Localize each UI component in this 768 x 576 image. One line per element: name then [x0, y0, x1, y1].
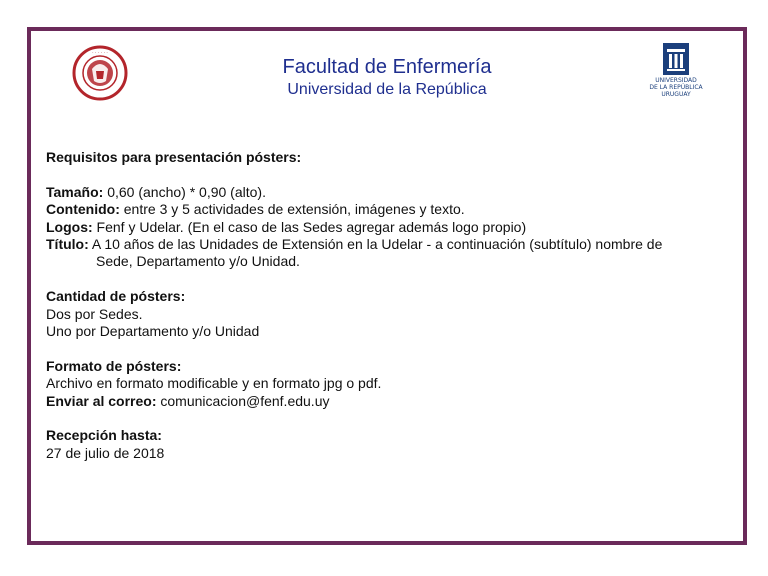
tamano-value: 0,60 (ancho) * 0,90 (alto).: [103, 183, 266, 200]
faculty-title: Facultad de Enfermería: [282, 56, 492, 78]
titulo-value: A 10 años de las Unidades de Extensión en la Udelar - a continuación (subtítulo) nombre de: [88, 236, 663, 253]
udelar-logo: [645, 43, 707, 98]
cantidad-line: Uno por Departamento y/o Unidad: [46, 323, 260, 340]
email-address: comunicacion@fenf.edu.uy: [156, 392, 330, 409]
logos-value: Fenf y Udelar. (En el caso de las Sedes agregar además logo propio): [92, 218, 527, 235]
university-subtitle: Universidad de la República: [287, 81, 487, 98]
cantidad-line: Dos por Sedes.: [46, 305, 143, 322]
formato-line: Archivo en formato modificable y en formato jpg o pdf.: [46, 375, 382, 392]
tamano-line: [46, 184, 736, 201]
svg-text:· · · · · ·: · · · · · ·: [92, 51, 108, 56]
requirements-body: [46, 149, 736, 462]
recepcion-date: 27 de julio de 2018: [46, 444, 165, 461]
logos-label: Logos:: [46, 218, 93, 235]
poster-frame: [27, 27, 747, 545]
cantidad-heading: Cantidad de pósters:: [46, 288, 186, 305]
contenido-label: Contenido:: [46, 201, 120, 218]
titulo-label: Título:: [46, 236, 89, 253]
udelar-logo-line: URUGUAY: [661, 91, 691, 98]
header: [31, 54, 743, 100]
udelar-logo-line: DE LA REPÚBLICA: [649, 84, 703, 91]
udelar-logo-line: UNIVERSIDAD: [655, 77, 697, 84]
contenido-line: [46, 201, 736, 218]
correo-line: [46, 393, 736, 410]
udelar-emblem-icon: [663, 43, 689, 75]
recepcion-heading: Recepción hasta:: [46, 427, 162, 444]
formato-heading: Formato de pósters:: [46, 357, 182, 374]
tamano-label: Tamaño:: [46, 183, 104, 200]
contenido-value: entre 3 y 5 actividades de extensión, imágenes y texto.: [119, 201, 465, 218]
requisitos-heading: Requisitos para presentación pósters:: [46, 149, 302, 165]
titulo-line: [46, 236, 736, 253]
logos-line: [46, 219, 736, 236]
correo-label: Enviar al correo:: [46, 392, 157, 409]
titulo-continuation: Sede, Departamento y/o Unidad.: [96, 253, 300, 270]
